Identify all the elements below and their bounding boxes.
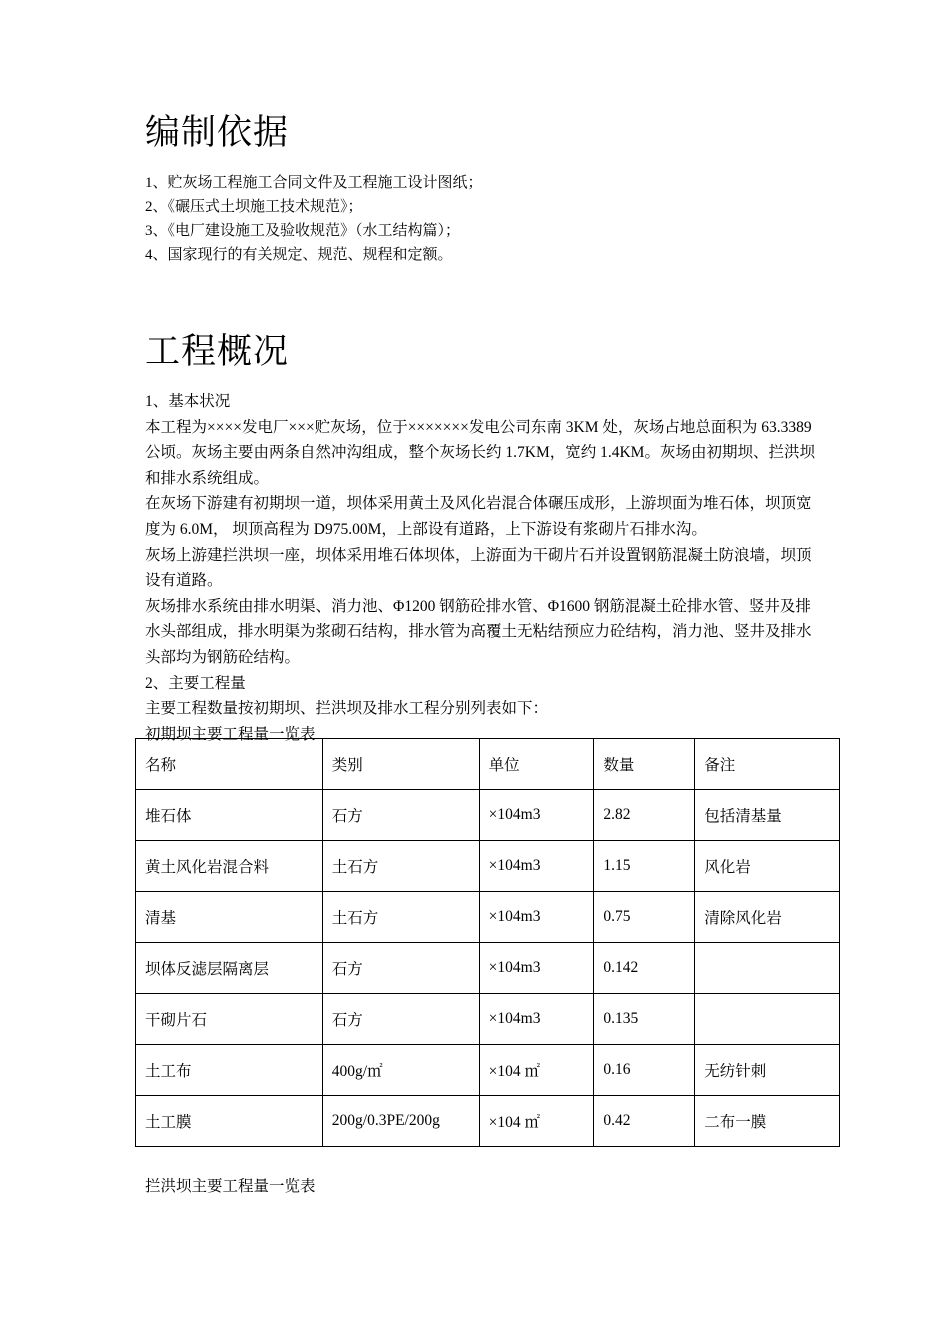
table-row [136,790,840,841]
table-cell: ×104m3 [479,841,594,892]
header-cell: 数量 [594,739,695,790]
table-cell: ×104 ㎡ [479,1096,594,1147]
table-cell: 400g/㎡ [322,1045,479,1096]
table-row [136,1045,840,1096]
table-caption: 初期坝主要工程量一览表 [145,725,316,743]
table-cell: 无纺针刺 [695,1045,840,1096]
table-row [136,841,840,892]
table-cell: 风化岩 [695,841,840,892]
paragraph: 在灰场下游建有初期坝一道，坝体采用黄土及风化岩混合体碾压成形，上游坝面为堆石体，坝顶宽度为 6.0M， 坝顶高程为 D975.00M，上部设有道路，上下游设有浆砌片石排水沟。 [145,495,812,538]
table-cell: 200g/0.3PE/200g [322,1096,479,1147]
table-cell: 石方 [322,943,479,994]
table-cell: 黄土风化岩混合料 [136,841,323,892]
section-title-basis: 编制依据 [145,113,290,153]
table-cell: ×104m3 [479,994,594,1045]
table-body [136,739,840,1147]
table-cell: 2.82 [594,790,695,841]
table-cell: 0.42 [594,1096,695,1147]
table-cell: 干砌片石 [136,994,323,1045]
table-cell: 0.142 [594,943,695,994]
table-row [136,994,840,1045]
basis-list [145,171,483,267]
table-header-row [136,739,840,790]
section-title-overview: 工程概况 [145,332,290,372]
list-item: 2、《碾压式土坝施工技术规范》； [145,199,363,215]
table-cell: 堆石体 [136,790,323,841]
table-cell: 石方 [322,994,479,1045]
overview-body [145,389,815,747]
table-cell: 石方 [322,790,479,841]
table-row [136,1096,840,1147]
paragraph: 主要工程数量按初期坝、拦洪坝及排水工程分别列表如下： [145,700,549,718]
table-cell: 0.75 [594,892,695,943]
table-cell: 包括清基量 [695,790,840,841]
table-cell: ×104m3 [479,943,594,994]
table-cell [695,943,840,994]
table-row [136,892,840,943]
paragraph: 灰场上游建拦洪坝一座，坝体采用堆石体坝体，上游面为干砌片石并设置钢筋混凝土防浪墙，坝顶设有道路。 [145,546,812,590]
table-cell: 土工膜 [136,1096,323,1147]
list-item: 1、贮灰场工程施工合同文件及工程施工设计图纸； [145,175,483,191]
paragraph: 本工程为××××发电厂×××贮灰场，位于×××××××发电公司东南 3KM 处，灰场占地总面积为 63.3389 公顷。灰场主要由两条自然冲沟组成，整个灰场长约 1.7KM，宽约 1.4KM。灰场由初期坝、拦洪坝和排水系统组成。 [145,418,815,487]
table-cell: ×104m3 [479,790,594,841]
table-cell: 土工布 [136,1045,323,1096]
table-cell: ×104m3 [479,892,594,943]
table-cell: 坝体反滤层隔离层 [136,943,323,994]
header-cell: 名称 [136,739,323,790]
table-cell: 土石方 [322,841,479,892]
paragraph: 1、基本状况 [145,393,231,410]
table-cell: 0.16 [594,1045,695,1096]
header-cell: 类别 [322,739,479,790]
paragraph: 2、主要工程量 [145,674,246,692]
table-cell: 1.15 [594,841,695,892]
list-item: 4、国家现行的有关规定、规范、规程和定额。 [145,247,453,263]
table-cell: 0.135 [594,994,695,1045]
paragraph: 灰场排水系统由排水明渠、消力池、Φ1200 钢筋砼排水管、Φ1600 钢筋混凝土砼排水管、竖井及排水头部组成，排水明渠为浆砌石结构，排水管为高覆土无粘结预应力砼结构，消力池、竖井及排水头部均为钢筋砼结构。 [145,597,812,666]
list-item: 3、《电厂建设施工及验收规范》（水工结构篇）； [145,223,461,239]
quantities-table [135,738,840,1147]
table-cell: 二布一膜 [695,1096,840,1147]
next-table-caption: 拦洪坝主要工程量一览表 [145,1178,316,1195]
table-cell: 清基 [136,892,323,943]
table-cell: 土石方 [322,892,479,943]
table-row [136,943,840,994]
table-cell [695,994,840,1045]
table-cell: ×104 ㎡ [479,1045,594,1096]
table-cell: 清除风化岩 [695,892,840,943]
header-cell: 备注 [695,739,840,790]
header-cell: 单位 [479,739,594,790]
